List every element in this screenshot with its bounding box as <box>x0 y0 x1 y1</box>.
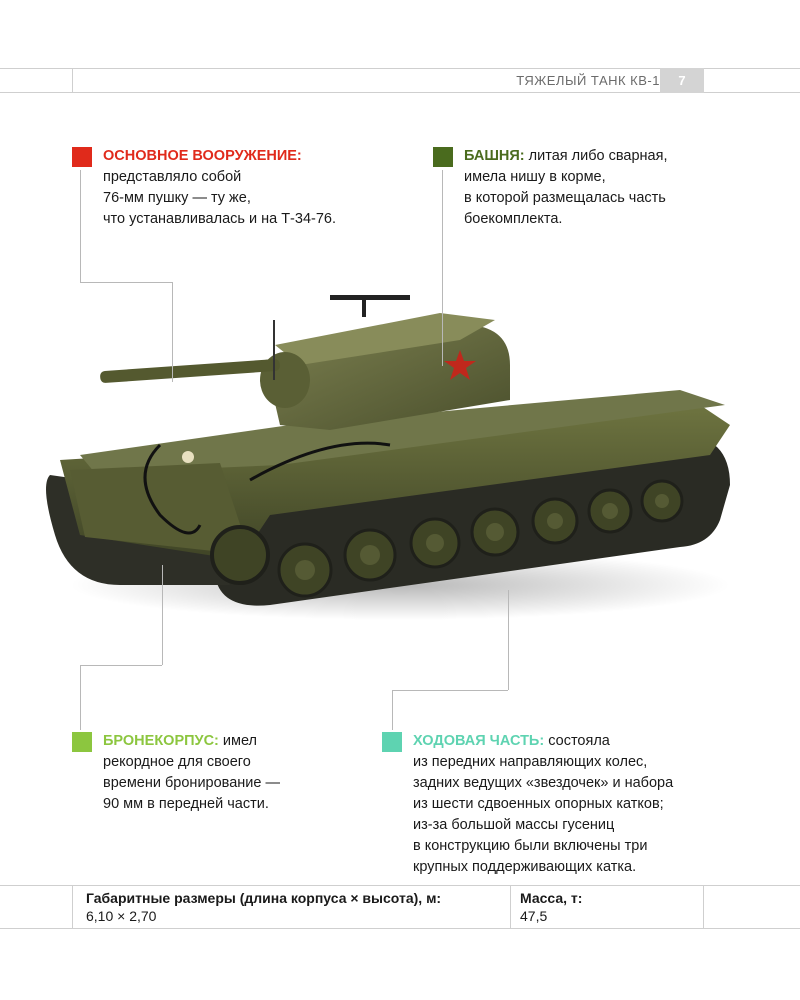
leader-hull <box>162 565 163 665</box>
leader-hull-v2 <box>80 665 81 730</box>
leader-hull-h <box>80 665 162 666</box>
armament-marker <box>72 147 92 167</box>
turret-line-1: литая либо сварная, <box>524 148 668 164</box>
footer-divider-left <box>72 886 73 928</box>
footer-top-rule <box>0 885 800 886</box>
turret-line-2: имела нишу в корме, <box>464 169 606 185</box>
running-gear-line-1: состояла <box>544 733 610 749</box>
footer-divider-mid <box>510 886 511 928</box>
leader-armament-h <box>80 282 172 283</box>
hull-line-1: имел <box>218 733 258 749</box>
armament-line-1: представляло собой <box>103 169 242 185</box>
leader-armament <box>80 170 81 282</box>
dimensions-value: 6,10 × 2,70 <box>86 908 157 924</box>
running-gear-line-6: в конструкцию были включены три <box>413 838 648 854</box>
running-gear-line-4: из шести сдвоенных опорных катков; <box>413 796 664 812</box>
mass-label: Масса, т: <box>520 890 583 906</box>
turret-line-3: в которой размещалась часть <box>464 190 666 206</box>
mass-value: 47,5 <box>520 908 548 924</box>
page-number: 7 <box>660 68 704 93</box>
leader-running-gear-h <box>392 690 508 691</box>
armament-label: ОСНОВНОЕ ВООРУЖЕНИЕ: <box>103 148 302 164</box>
running-gear-marker <box>382 732 402 752</box>
hull-line-3: времени бронирование — <box>103 775 280 791</box>
armament-block <box>103 146 336 230</box>
dimensions-label: Габаритные размеры (длина корпуса × высота), м: <box>86 890 442 906</box>
leader-running-gear <box>508 590 509 690</box>
header-divider <box>72 68 73 93</box>
running-gear-label: ХОДОВАЯ ЧАСТЬ: <box>413 733 545 749</box>
turret-line-4: боекомплекта. <box>464 211 563 227</box>
leader-turret <box>442 170 443 366</box>
tank-illustration <box>40 285 740 625</box>
mass-cell <box>520 889 582 925</box>
running-gear-line-2: из передних направляющих колес, <box>413 754 648 770</box>
turret-marker <box>433 147 453 167</box>
footer-divider-right <box>703 886 704 928</box>
running-header-title: ТЯЖЕЛЫЙ ТАНК КВ-1 <box>516 73 660 88</box>
leader-running-gear-v2 <box>392 690 393 730</box>
armament-line-3: что устанавливалась и на Т-34-76. <box>103 211 336 227</box>
dimensions-cell <box>86 889 441 925</box>
hull-label: БРОНЕКОРПУС: <box>103 733 219 749</box>
leader-armament-v2 <box>172 282 173 382</box>
running-gear-block <box>413 731 673 878</box>
hull-marker <box>72 732 92 752</box>
hull-block <box>103 731 280 815</box>
running-gear-line-5: из-за большой массы гусениц <box>413 817 615 833</box>
hull-line-2: рекордное для своего <box>103 754 251 770</box>
running-gear-line-3: задних ведущих «звездочек» и набора <box>413 775 674 791</box>
running-gear-line-7: крупных поддерживающих катка. <box>413 859 637 875</box>
armament-line-2: 76-мм пушку — ту же, <box>103 190 251 206</box>
footer-bottom-rule <box>0 928 800 929</box>
hull-line-4: 90 мм в передней части. <box>103 796 269 812</box>
turret-block <box>464 146 667 230</box>
turret-label: БАШНЯ: <box>464 148 525 164</box>
